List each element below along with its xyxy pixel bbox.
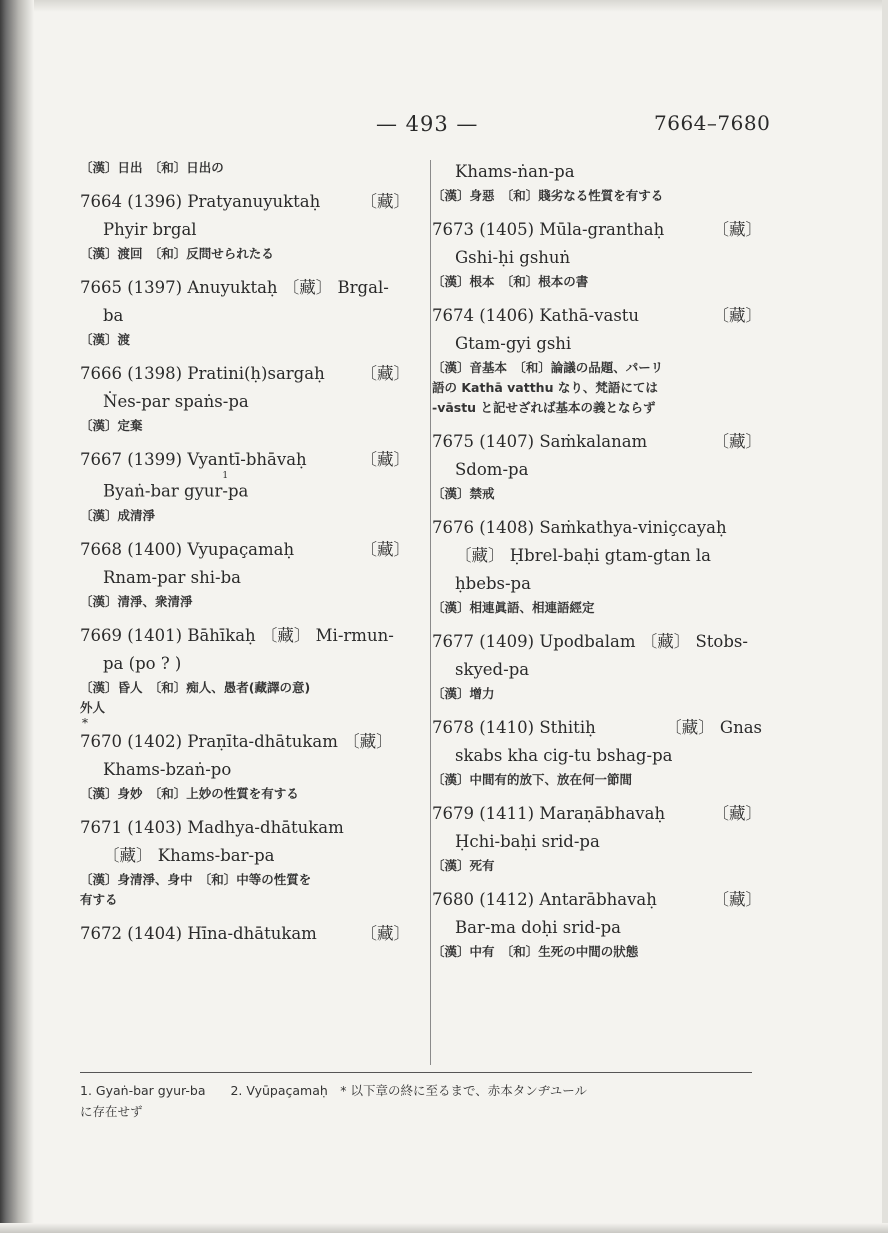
tibetan-term: Byaṅ-bar gyur-pa	[103, 481, 249, 501]
entry-heading: 7664 (1396) Pratyanuyuktaḥ	[80, 192, 321, 211]
entry-7671	[80, 814, 410, 910]
entry-heading: 7675 (1407) Saṁkalanam	[432, 432, 648, 451]
tibetan-marker: 〔藏〕	[712, 306, 762, 325]
entry-7666	[80, 360, 410, 436]
tibetan-term: Bar-ma doḥi srid-pa	[455, 918, 621, 937]
gloss: 〔漢〕定棄	[80, 418, 143, 433]
tibetan-marker: 〔藏〕	[360, 923, 410, 943]
entry-7673	[432, 216, 762, 292]
entry-heading: 7667 (1399) Vyantī-bhāvaḥ	[80, 450, 307, 469]
scan-edge-top	[0, 0, 888, 12]
entry-7668	[80, 536, 410, 612]
footnotes	[80, 1080, 760, 1122]
scan-edge-right	[882, 0, 888, 1233]
entry-heading: 7676 (1408) Saṁkathya-viniçcayaḥ	[432, 518, 727, 537]
entry-heading: 7668 (1400) Vyupaçamaḥ	[80, 539, 295, 559]
entry-heading: 7670 (1402) Praṇīta-dhātukam 〔藏〕	[80, 731, 393, 751]
gloss: 〔漢〕中有 〔和〕生死の中間の狀態	[432, 944, 639, 959]
gloss-continued: 語の Kathā vatthu なり、梵語にては	[432, 380, 658, 395]
tibetan-marker: 〔藏〕	[712, 804, 762, 823]
entry-heading: 7666 (1398) Pratini(ḥ)sargaḥ	[80, 364, 325, 383]
tibetan-marker: 〔藏〕	[712, 432, 762, 451]
tibetan-term: Gshi-ḥi gshuṅ	[455, 248, 571, 267]
tibetan-marker: 〔藏〕 Gnas	[665, 718, 762, 737]
tibetan-term: Ṅes-par spaṅs-pa	[103, 392, 249, 411]
right-column	[432, 158, 762, 962]
gloss: 〔漢〕渡回 〔和〕反問せられたる	[80, 246, 274, 261]
tibetan-term: skabs kha cig-tu bshag-pa	[455, 746, 673, 765]
gloss: 〔漢〕身清淨、身中 〔和〕中等の性質を	[80, 871, 312, 887]
gloss: 〔漢〕根本 〔和〕根本の書	[432, 274, 589, 289]
entry-heading: 7671 (1403) Madhya-dhātukam	[80, 817, 344, 837]
entry-7674	[432, 302, 762, 418]
entry-7667	[80, 446, 410, 526]
tibetan-term: Gtam-gyi gshi	[455, 334, 572, 353]
tibetan-term: ba	[103, 306, 124, 325]
tibetan-marker: 〔藏〕	[360, 450, 410, 469]
tibetan-marker: 〔藏〕	[360, 364, 410, 383]
entry-heading: 7674 (1406) Kathā-vastu	[432, 306, 640, 325]
asterisk-marker: *	[82, 715, 88, 730]
tibetan-term: skyed-pa	[455, 660, 530, 679]
footnote-rule	[80, 1072, 752, 1073]
footnote-line: 1. Gyaṅ-bar gyur-ba 2. Vyūpaçamaḥ * 以下章の終に至るまで、赤本タンヂユール	[80, 1083, 588, 1098]
gloss: 〔漢〕增力	[432, 686, 495, 701]
tibetan-marker: 〔藏〕	[712, 890, 762, 909]
tibetan-term: Rnam-par shi-ba	[103, 567, 241, 587]
tibetan-term: Khams-bzaṅ-po	[103, 759, 232, 779]
scan-edge-spine	[0, 0, 34, 1233]
entry-heading: 7669 (1401) Bāhīkaḥ 〔藏〕 Mi-rmun-	[80, 625, 394, 645]
tibetan-term: 〔藏〕 Khams-bar-pa	[103, 845, 275, 865]
gloss: 〔漢〕清淨、衆清淨	[80, 593, 193, 609]
gloss: 〔漢〕成清淨	[80, 507, 156, 523]
entry-7670	[80, 715, 410, 804]
tibetan-marker: 〔藏〕	[712, 220, 762, 239]
entry-heading: 7679 (1411) Maraṇābhavaḥ	[432, 804, 666, 823]
entry-7675	[432, 428, 762, 504]
gloss-continued: 有する	[80, 891, 118, 907]
page-number: — 493 —	[376, 112, 479, 136]
entry-7672	[80, 920, 410, 948]
entry-7678	[432, 714, 762, 790]
entry-7665	[80, 274, 410, 350]
gloss: 〔漢〕音基本 〔和〕論議の品題、パーリ	[432, 360, 664, 375]
entry-heading: 7672 (1404) Hīna-dhātukam	[80, 923, 317, 943]
entry-heading: 7665 (1397) Anuyuktaḥ 〔藏〕 Brgal-	[80, 278, 389, 297]
tibetan-term: Phyir brgal	[103, 220, 197, 239]
tibetan-term-continued: Khams-ṅan-pa	[455, 162, 575, 181]
gloss: 〔漢〕身妙 〔和〕上妙の性質を有する	[80, 785, 299, 801]
tibetan-marker: 〔藏〕	[360, 539, 410, 559]
tibetan-marker: 〔藏〕	[360, 192, 410, 211]
gloss: 〔漢〕相連眞語、相連語經定	[432, 600, 595, 615]
entry-heading: 7680 (1412) Antarābhavaḥ	[432, 890, 657, 909]
left-column	[80, 158, 410, 948]
tibetan-term-line	[80, 471, 410, 506]
entry-7664	[80, 188, 410, 264]
footnote-ref: 1	[222, 471, 229, 481]
gloss: 〔漢〕死有	[432, 858, 495, 873]
entry-7679	[432, 800, 762, 876]
entry-7676	[432, 514, 762, 618]
entry-7669	[80, 622, 410, 718]
tibetan-term: pa (po ? )	[103, 653, 182, 673]
scan-edge-bottom	[0, 1223, 888, 1233]
gloss: 〔漢〕禁戒	[432, 486, 495, 501]
gloss-continued: 外人	[80, 699, 106, 715]
column-divider	[430, 160, 431, 1065]
gloss: 〔漢〕昏人 〔和〕痴人、愚者(藏譯の意)	[80, 679, 311, 695]
footnote-line: に存在せず	[80, 1104, 143, 1119]
entry-heading: 7677 (1409) Upodbalam 〔藏〕 Stobs-	[432, 632, 748, 651]
entry-heading: 7673 (1405) Mūla-granthaḥ	[432, 220, 665, 239]
gloss: 〔漢〕中間有的放下、放在何一節間	[432, 772, 633, 787]
gloss-continued: -vāstu と記せざれば基本の義とならず	[432, 400, 656, 415]
continued-gloss: 〔漢〕日出 〔和〕日出の	[80, 160, 224, 175]
gloss: 〔漢〕渡	[80, 332, 131, 347]
tibetan-term: Ḥchi-baḥi srid-pa	[455, 832, 600, 851]
tibetan-term: 〔藏〕 Ḥbrel-baḥi gtam-gtan la	[455, 546, 712, 565]
entry-7677	[432, 628, 762, 704]
entry-heading: 7678 (1410) Sthitiḥ	[432, 718, 596, 737]
tibetan-term: Sdom-pa	[455, 460, 529, 479]
entry-range: 7664–7680	[654, 111, 771, 135]
continued-gloss: 〔漢〕身惡 〔和〕賤劣なる性質を有する	[432, 188, 664, 203]
entry-7680	[432, 886, 762, 962]
tibetan-term-continued: ḥbebs-pa	[455, 574, 531, 593]
